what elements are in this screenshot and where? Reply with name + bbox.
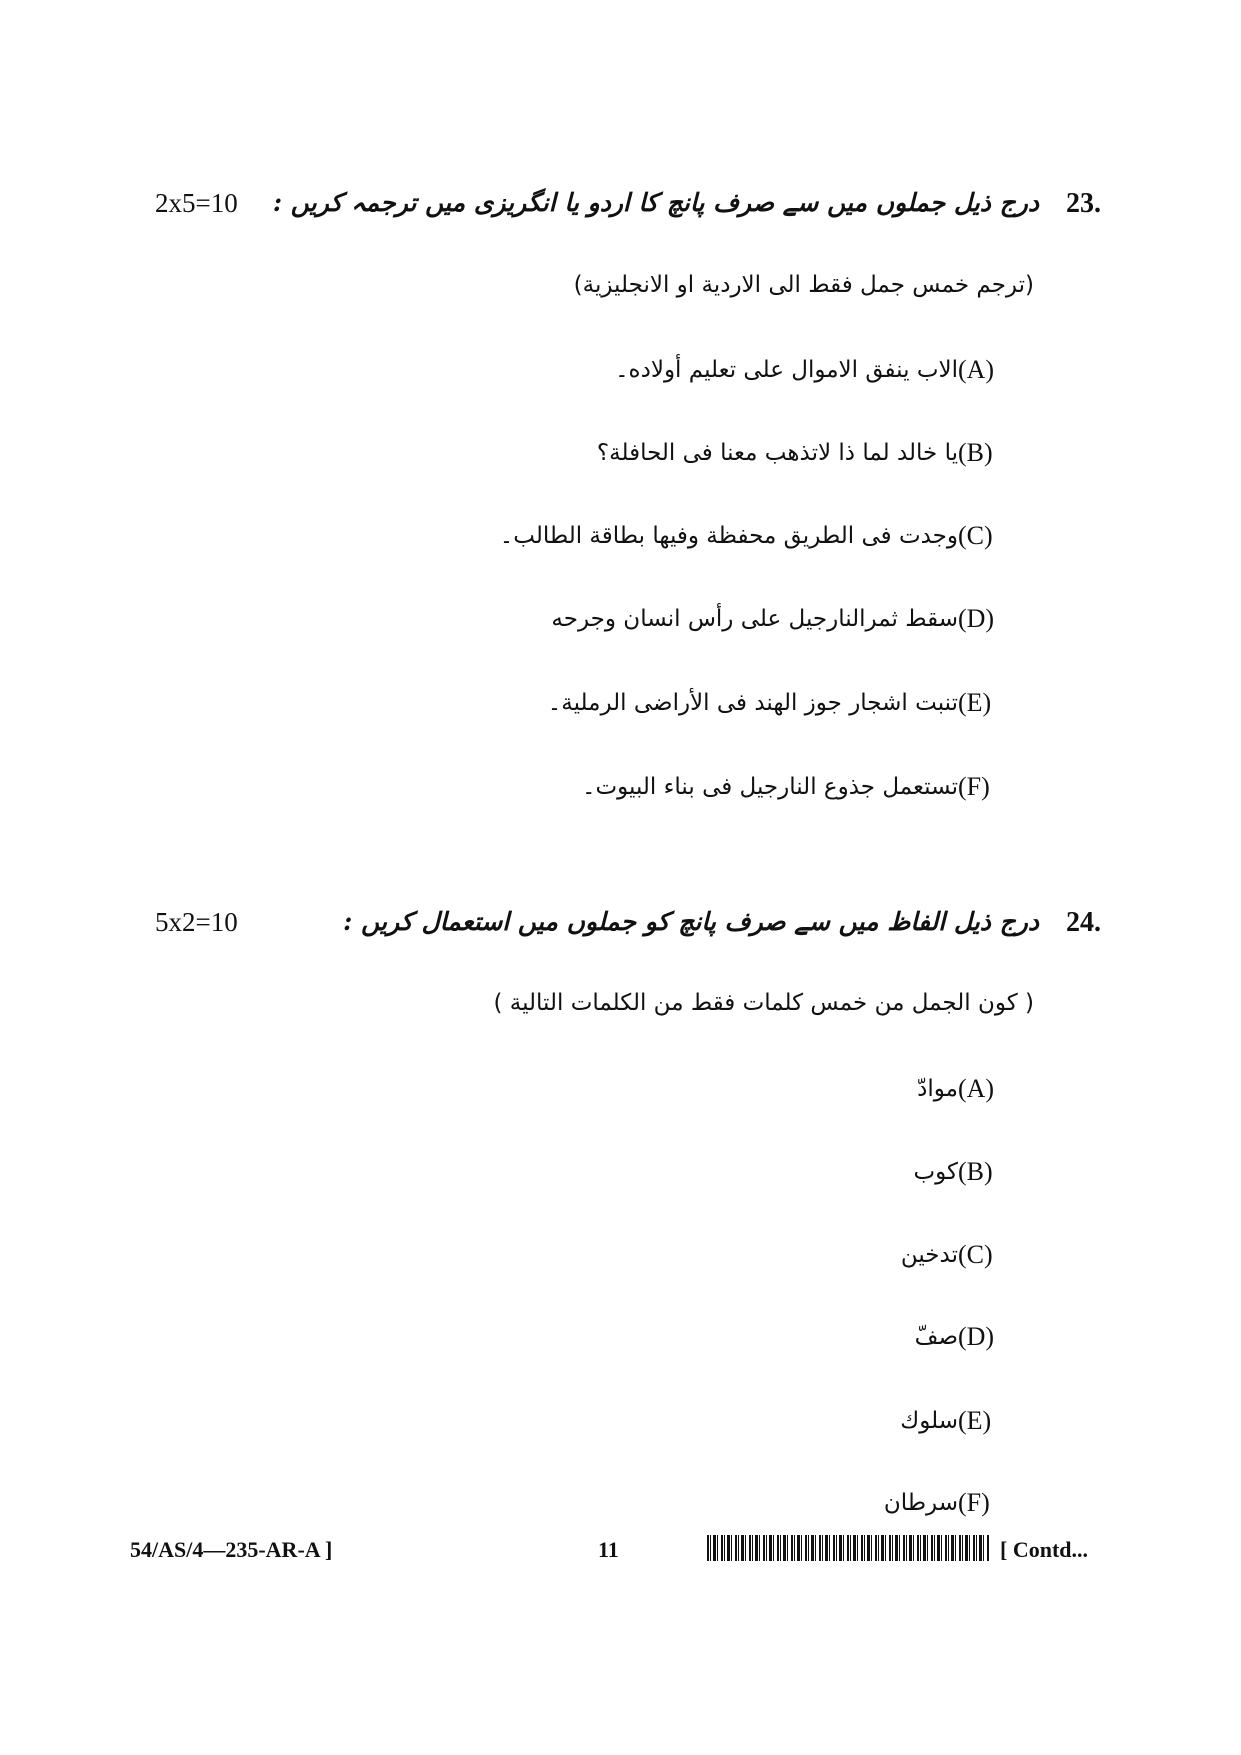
page-number: 11: [598, 1537, 619, 1562]
option-label: (C): [958, 1240, 993, 1269]
question-23-instruction: درج ذیل جملوں میں سے صرف پانچ کا اردو یا انگریزی میں ترجمہ کریں :: [272, 188, 1039, 217]
q23-option-e: [548, 688, 1036, 718]
option-text: وجدت فى الطريق محفظة وفيها بطاقة الطالب۔: [499, 523, 958, 549]
q24-option-b: [914, 1157, 1036, 1187]
q23-option-c: [500, 521, 1036, 551]
question-23-marks: 2x5=10: [155, 188, 238, 218]
q24-option-d: [915, 1322, 1036, 1352]
continued-label: [ Contd...: [1000, 1537, 1089, 1562]
option-label: (A): [958, 1074, 995, 1103]
question-24-arabic-instruction: ( كون الجمل من خمس كلمات فقط من الكلمات التالية ): [493, 990, 1034, 1016]
option-label: (E): [958, 1406, 992, 1435]
option-text: سرطان: [883, 1490, 958, 1516]
q24-option-c: [901, 1240, 1036, 1270]
option-text: يا خالد لما ذا لاتذهب معنا فى الحافلة؟: [596, 440, 958, 466]
option-text: تنبت اشجار جوز الهند فى الأراضى الرملية۔: [547, 690, 958, 716]
question-24-instruction: درج ذیل الفاظ میں سے صرف پانچ کو جملوں میں استعمال کریں :: [343, 907, 1039, 936]
option-text: تدخين: [900, 1242, 958, 1268]
paper-code: 54/AS/4—235-AR-A ]: [130, 1537, 333, 1562]
option-text: تستعمل جذوع النارجيل فى بناء البيوت۔: [582, 774, 958, 800]
option-text: صفّ: [914, 1324, 958, 1350]
option-label: (F): [958, 1488, 990, 1517]
option-label: (A): [958, 355, 995, 384]
option-label: (B): [958, 1157, 993, 1186]
q23-option-d: [551, 604, 1036, 634]
option-text: الاب ينفق الاموال على تعليم أولاده۔: [615, 357, 958, 383]
option-text: موادّ: [917, 1076, 958, 1102]
question-24-marks: 5x2=10: [155, 907, 238, 937]
q23-option-a: [615, 355, 1036, 385]
question-23-number: 23.: [1066, 188, 1101, 219]
option-text: سقط ثمرالنارجيل على رأس انسان وجرحه: [551, 606, 958, 632]
q24-option-e: [900, 1406, 1036, 1436]
barcode: [707, 1535, 989, 1561]
option-label: (F): [958, 772, 990, 801]
question-23-arabic-instruction: (ترجم خمس جمل فقط الى الاردية او الانجليزية): [573, 272, 1034, 298]
option-label: (D): [958, 1322, 995, 1351]
option-text: كوب: [913, 1159, 958, 1185]
option-label: (D): [958, 604, 995, 633]
q23-option-b: [597, 438, 1036, 468]
q24-option-a: [917, 1074, 1036, 1104]
option-text: سلوك: [900, 1408, 958, 1434]
option-label: (C): [958, 521, 993, 550]
q23-option-f: [582, 772, 1036, 802]
option-label: (B): [958, 438, 993, 467]
q24-option-f: [884, 1488, 1036, 1518]
question-24-number: 24.: [1066, 907, 1101, 938]
option-label: (E): [958, 688, 992, 717]
